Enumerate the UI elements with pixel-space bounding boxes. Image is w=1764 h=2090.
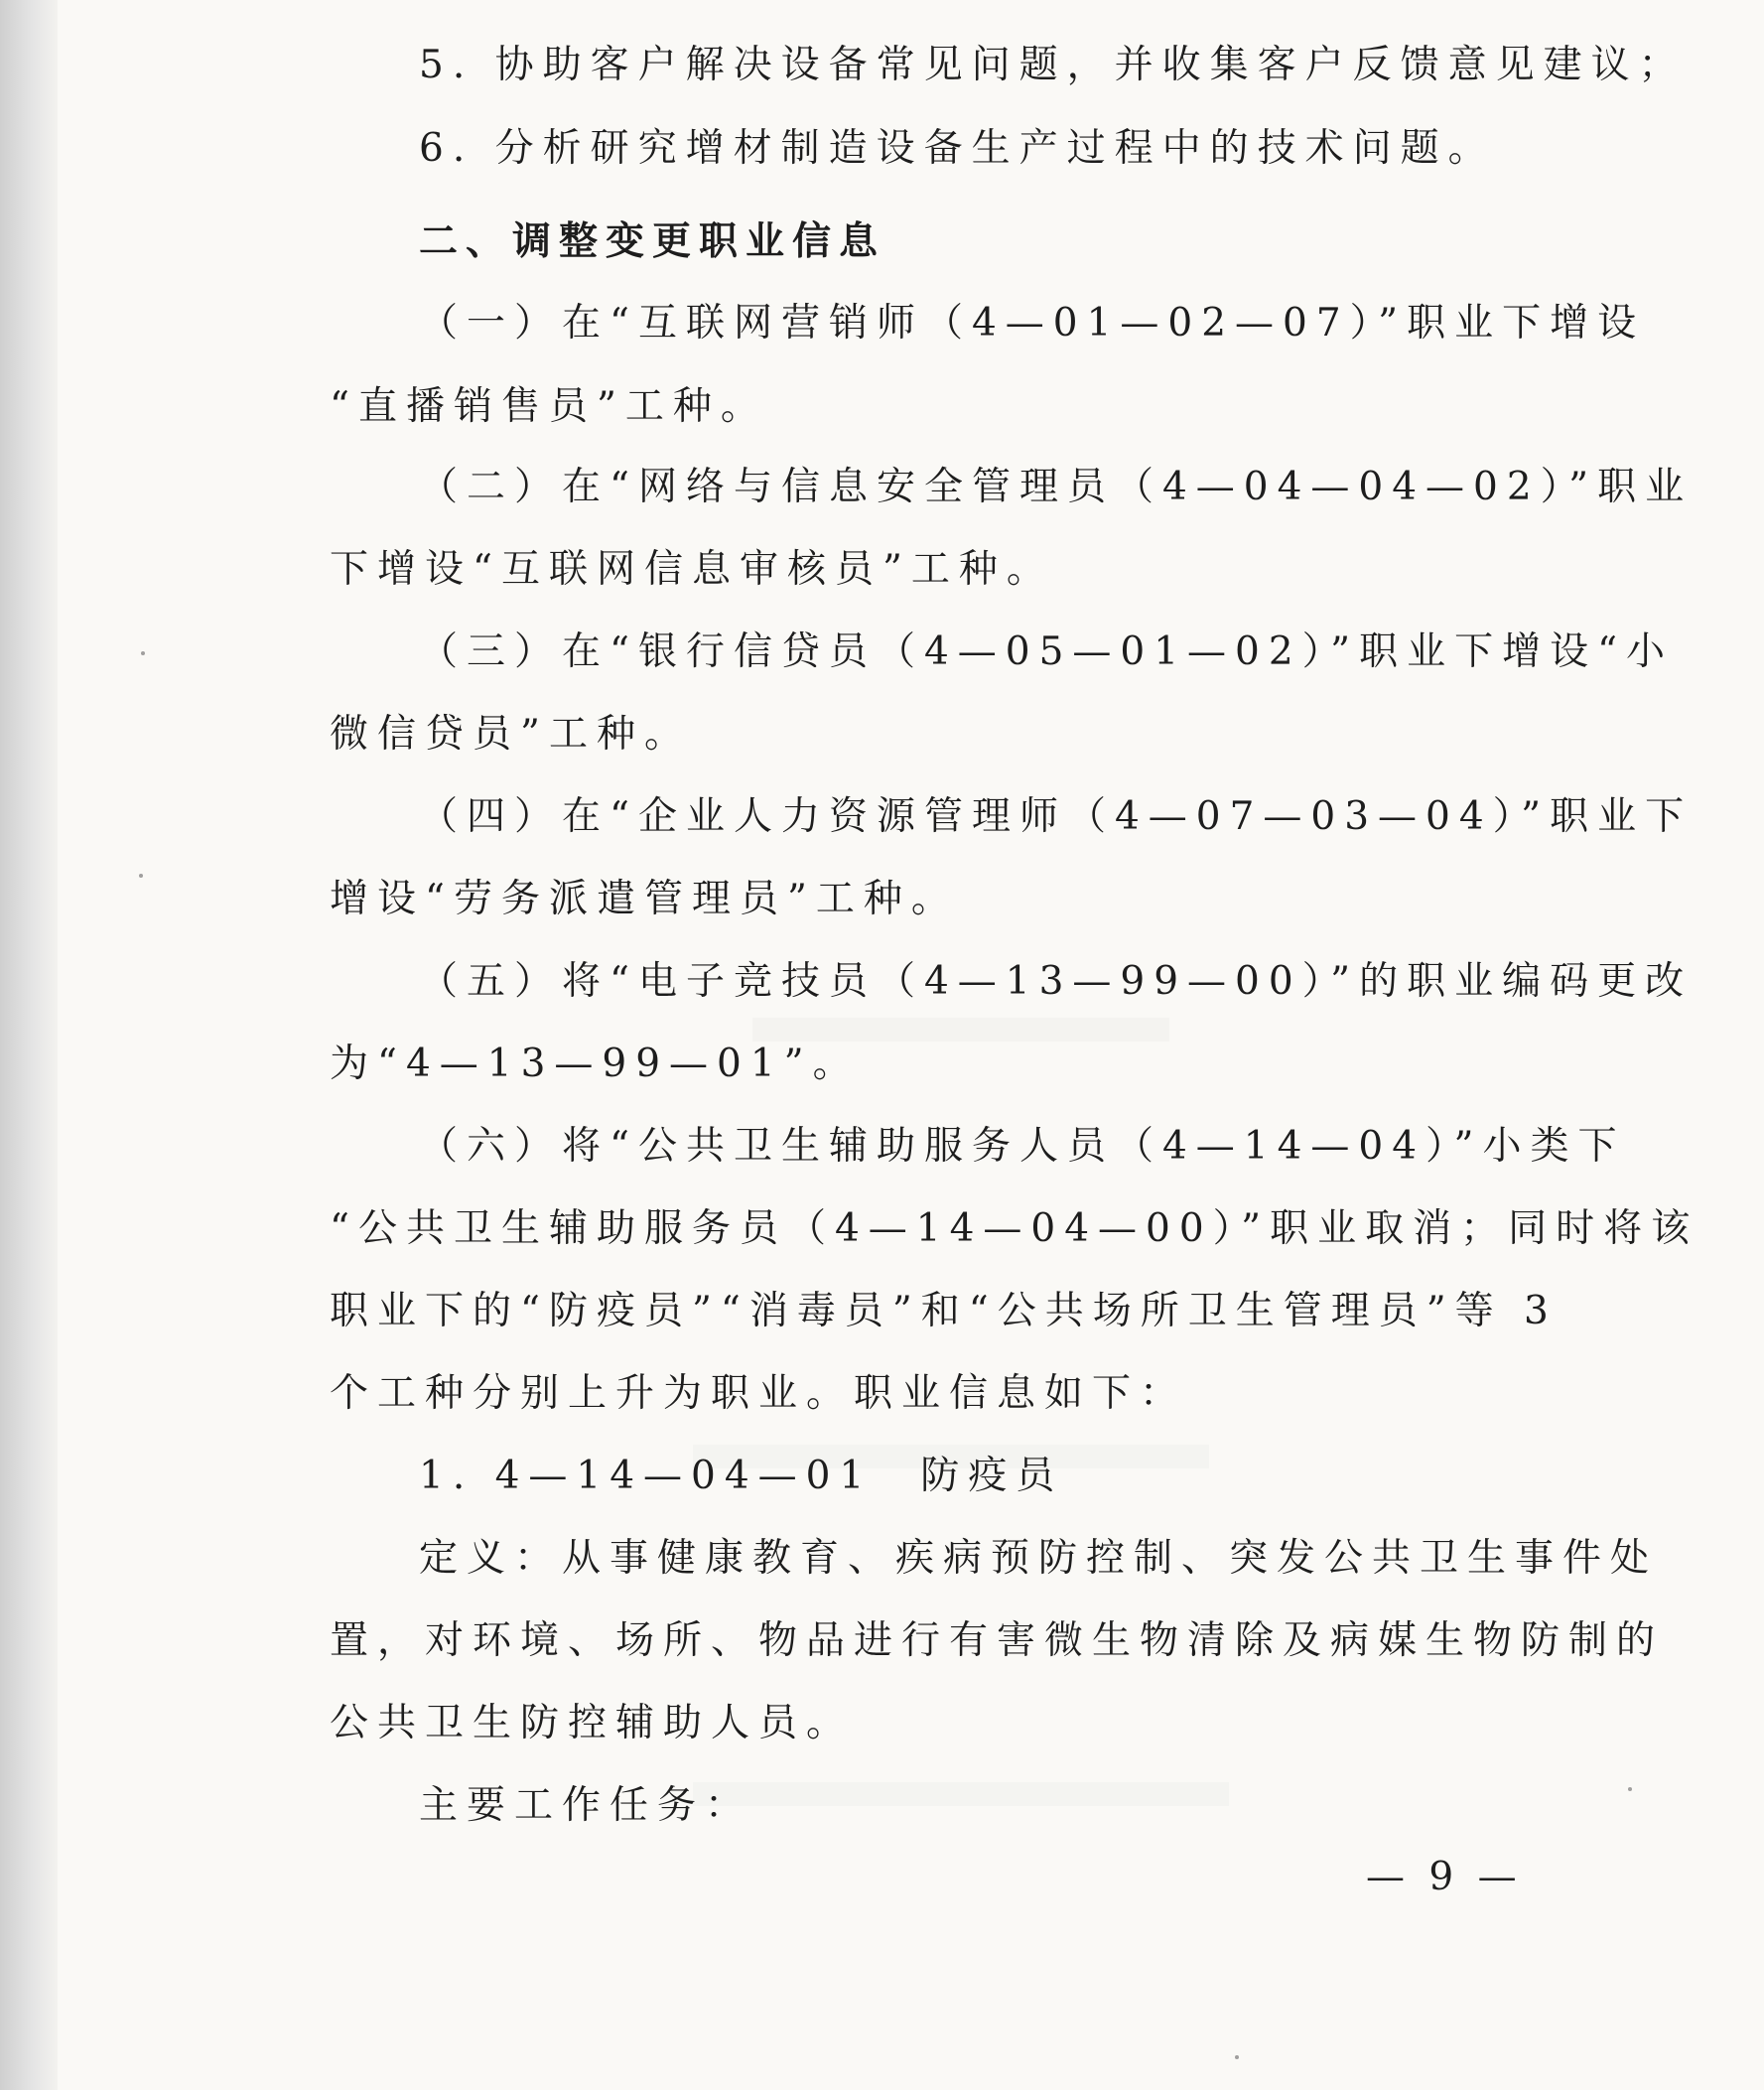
definition-line: 置，对环境、场所、物品进行有害微生物清除及病媒生物防制的	[330, 1618, 1665, 1663]
definition-line: 定义：从事健康教育、疾病预防控制、突发公共卫生事件处	[419, 1536, 1659, 1581]
paragraph-line: （三）在“银行信贷员（4—05—01—02）”职业下增设“小	[419, 629, 1675, 674]
document-page	[58, 0, 1764, 2090]
task-item-6: 6. 分析研究增材制造设备生产过程中的技术问题。	[419, 126, 1496, 171]
main-tasks-label: 主要工作任务：	[419, 1783, 753, 1828]
paragraph-line: （五）将“电子竞技员（4—13—99—00）”的职业编码更改	[419, 959, 1694, 1004]
scan-shadow-edge	[0, 0, 58, 2090]
paragraph-line: “公共卫生辅助服务员（4—14—04—00）”职业取消；同时将该	[330, 1206, 1699, 1251]
paragraph-line: 微信贷员”工种。	[330, 712, 692, 757]
occupation-code-line: 1. 4—14—04—01 防疫员	[419, 1454, 1064, 1498]
page-number: — 9 —	[1366, 1855, 1523, 1899]
scan-speck	[1628, 1787, 1632, 1791]
paragraph-line: 为“4—13—99—01”。	[330, 1042, 861, 1086]
paragraph-line: 下增设“互联网信息审核员”工种。	[330, 547, 1054, 592]
paragraph-line: 职业下的“防疫员”“消毒员”和“公共场所卫生管理员”等 3	[330, 1289, 1558, 1333]
paragraph-line: “直播销售员”工种。	[330, 384, 768, 429]
scan-speck	[139, 874, 143, 878]
scan-speck	[1235, 2055, 1239, 2059]
definition-line: 公共卫生防控辅助人员。	[330, 1701, 855, 1745]
paragraph-line: （六）将“公共卫生辅助服务人员（4—14—04）”小类下	[419, 1124, 1626, 1169]
paragraph-line: 个工种分别上升为职业。职业信息如下：	[330, 1371, 1188, 1416]
paragraph-line: （一）在“互联网营销师（4—01—02—07）”职业下增设	[419, 301, 1646, 346]
task-item-5: 5. 协助客户解决设备常见问题，并收集客户反馈意见建议；	[419, 43, 1687, 87]
section-heading: 二、调整变更职业信息	[419, 219, 886, 264]
paragraph-line: （四）在“企业人力资源管理师（4—07—03—04）”职业下	[419, 794, 1694, 839]
scan-speck	[141, 651, 145, 655]
paragraph-line: 增设“劳务派遣管理员”工种。	[330, 877, 959, 921]
paragraph-line: （二）在“网络与信息安全管理员（4—04—04—02）”职业	[419, 465, 1694, 509]
bleed-through-shadow	[693, 1782, 1229, 1806]
